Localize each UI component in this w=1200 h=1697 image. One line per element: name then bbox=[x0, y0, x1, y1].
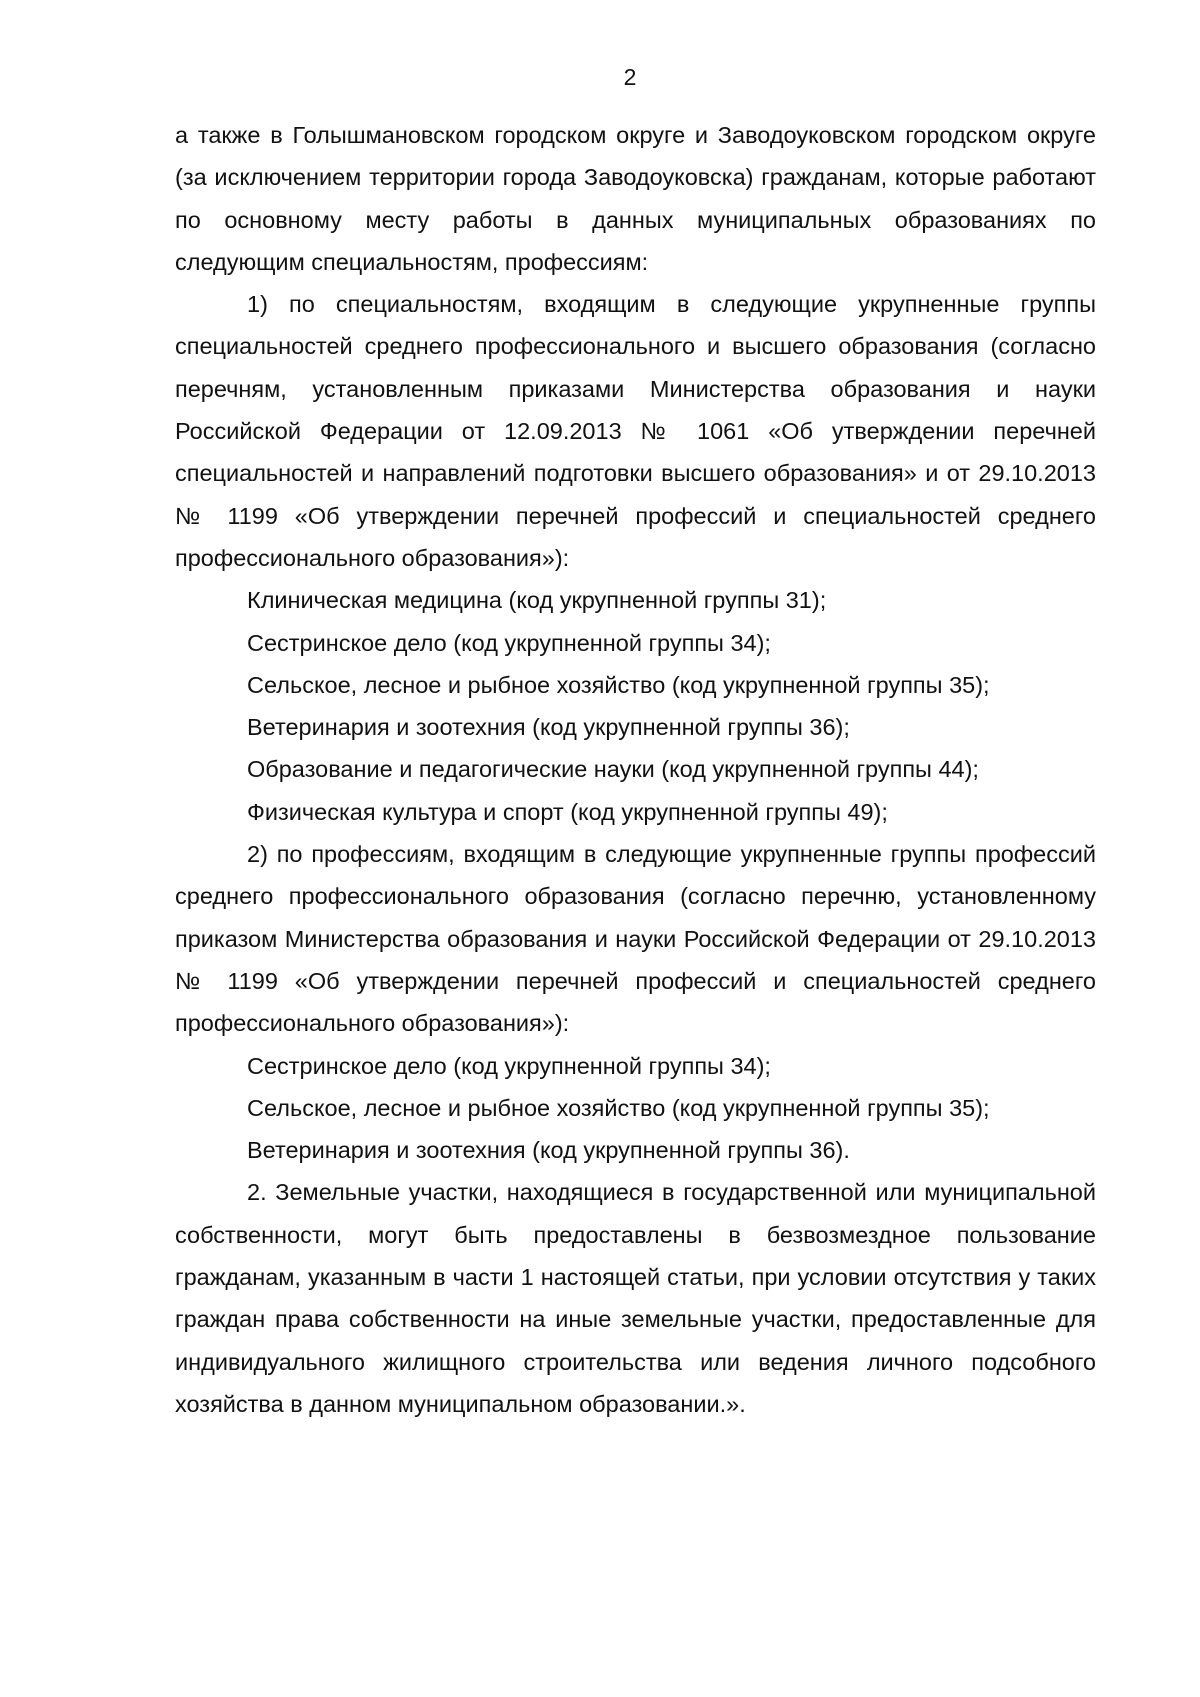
list-item: Сестринское дело (код укрупненной группы 34); bbox=[247, 629, 771, 656]
specialties-list bbox=[175, 579, 1096, 833]
list-item: Физическая культура и спорт (код укрупненной группы 49); bbox=[247, 798, 888, 825]
document-body bbox=[175, 114, 1096, 1425]
list-item: Ветеринария и зоотехния (код укрупненной группы 36); bbox=[247, 714, 850, 741]
paragraph-item-2: 2) по профессиям, входящим в следующие укрупненные группы профессий среднего профессионального образования (согласно перечню, установленному приказом Министерства образования и науки Российской Федерации от 29.10.2013 № 1199 «Об утверждении перечней профессий и специальностей среднего профессионального образования»): bbox=[175, 841, 1096, 1037]
paragraph-intro: а также в Голышмановском городском округе и Заводоуковском городском округе (за исключением территории города Заводоуковска) гражданам, которые работают по основному месту работы в данных муниципальных образованиях по следующим специальностям, профессиям: bbox=[175, 122, 1096, 275]
professions-list bbox=[175, 1045, 1096, 1172]
paragraph-item-1: 1) по специальностям, входящим в следующие укрупненные группы специальностей среднего профессионального и высшего образования (согласно перечням, установленным приказами Министерства образования и науки Российской Федерации от 12.09.2013 № 1061 «Об утверждении перечней специальностей и направлений подготовки высшего образования» и от 29.10.2013 № 1199 «Об утверждении перечней профессий и специальностей среднего профессионального образования»): bbox=[175, 291, 1096, 571]
paragraph-section-2: 2. Земельные участки, находящиеся в государственной или муниципальной собственности, могут быть предоставлены в безвозмездное пользование гражданам, указанным в части 1 настоящей статьи, при условии отсутствия у таких граждан права собственности на иные земельные участки, предоставленные для индивидуального жилищного строительства или ведения личного подсобного хозяйства в данном муниципальном образовании.». bbox=[175, 1179, 1096, 1417]
list-item: Сельское, лесное и рыбное хозяйство (код укрупненной группы 35); bbox=[247, 671, 990, 698]
list-item: Образование и педагогические науки (код укрупненной группы 44); bbox=[247, 756, 979, 783]
list-item: Ветеринария и зоотехния (код укрупненной группы 36). bbox=[247, 1137, 850, 1164]
list-item: Клиническая медицина (код укрупненной группы 31); bbox=[247, 587, 827, 614]
page-number: 2 bbox=[623, 64, 637, 90]
list-item: Сельское, лесное и рыбное хозяйство (код укрупненной группы 35); bbox=[247, 1094, 990, 1121]
list-item: Сестринское дело (код укрупненной группы 34); bbox=[247, 1052, 771, 1079]
